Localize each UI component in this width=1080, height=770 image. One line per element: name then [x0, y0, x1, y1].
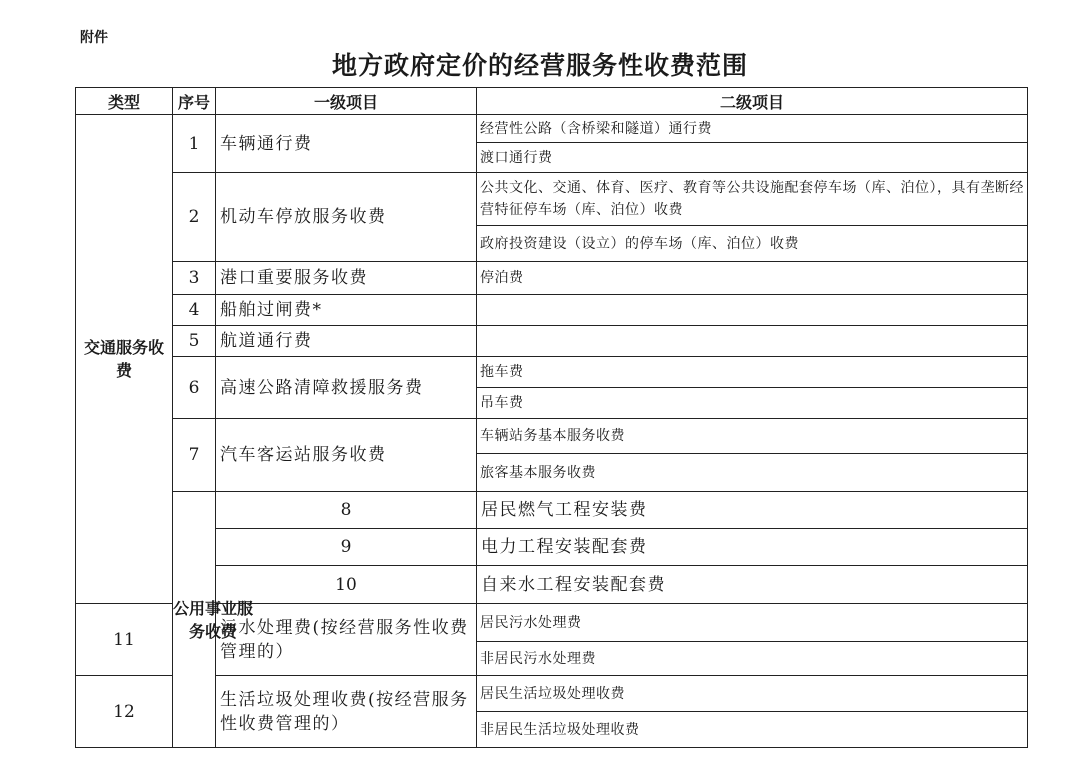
level2-item: 政府投资建设（设立）的停车场（库、泊位）收费 — [477, 226, 1028, 262]
level2-item: 公共文化、交通、体育、医疗、教育等公共设施配套停车场（库、泊位），具有垄断经营特征停车场（库、泊位）收费 — [477, 173, 1028, 226]
row-number: 1 — [173, 115, 216, 173]
level1-item: 船舶过闸费* — [216, 295, 477, 326]
level1-item: 居民燃气工程安装费 — [477, 492, 1028, 529]
table-row — [76, 295, 1028, 326]
level1-item: 机动车停放服务收费 — [216, 173, 477, 262]
table-row — [76, 676, 1028, 712]
row-number: 7 — [173, 419, 216, 492]
table-row — [76, 326, 1028, 357]
level2-item: 非居民生活垃圾处理收费 — [477, 712, 1028, 748]
row-number: 12 — [76, 676, 173, 748]
table-row — [76, 357, 1028, 388]
level2-item: 居民污水处理费 — [477, 604, 1028, 642]
level1-item: 航道通行费 — [216, 326, 477, 357]
row-number: 11 — [76, 604, 173, 676]
level2-item: 停泊费 — [477, 262, 1028, 295]
table-row — [76, 419, 1028, 454]
level2-item — [477, 295, 1028, 326]
level2-item: 拖车费 — [477, 357, 1028, 388]
level1-item: 车辆通行费 — [216, 115, 477, 173]
level2-item: 非居民污水处理费 — [477, 642, 1028, 676]
row-number: 4 — [173, 295, 216, 326]
table-row — [76, 529, 1028, 566]
level1-item: 汽车客运站服务收费 — [216, 419, 477, 492]
row-number: 10 — [216, 566, 477, 604]
header-level2: 二级项目 — [477, 88, 1028, 115]
row-number: 3 — [173, 262, 216, 295]
row-number: 5 — [173, 326, 216, 357]
level2-item: 渡口通行费 — [477, 143, 1028, 173]
attachment-label: 附件 — [80, 30, 108, 46]
level2-item: 车辆站务基本服务收费 — [477, 419, 1028, 454]
header-index: 序号 — [173, 88, 216, 115]
document-title: 地方政府定价的经营服务性收费范围 — [331, 51, 748, 80]
row-number: 9 — [216, 529, 477, 566]
category-transport: 交通服务收费 — [76, 115, 173, 604]
level1-item: 高速公路清障救援服务费 — [216, 357, 477, 419]
level2-item: 旅客基本服务收费 — [477, 454, 1028, 492]
table-row — [76, 115, 1028, 143]
header-type: 类型 — [76, 88, 173, 115]
header-level1: 一级项目 — [216, 88, 477, 115]
table-row — [76, 492, 1028, 529]
table-row — [76, 173, 1028, 226]
row-number: 2 — [173, 173, 216, 262]
level2-item: 吊车费 — [477, 388, 1028, 419]
table-row — [76, 262, 1028, 295]
level1-item: 港口重要服务收费 — [216, 262, 477, 295]
category-utilities: 公用事业服务收费 — [173, 492, 216, 748]
level2-item: 居民生活垃圾处理收费 — [477, 676, 1028, 712]
level1-item: 自来水工程安装配套费 — [477, 566, 1028, 604]
row-number: 8 — [216, 492, 477, 529]
level1-item: 生活垃圾处理收费(按经营服务性收费管理的） — [216, 676, 477, 748]
level2-item: 经营性公路（含桥梁和隧道）通行费 — [477, 115, 1028, 143]
level2-item — [477, 326, 1028, 357]
level1-item: 电力工程安装配套费 — [477, 529, 1028, 566]
level1-item: 污水处理费(按经营服务性收费管理的） — [216, 604, 477, 676]
table-header-row — [76, 88, 1028, 115]
row-number: 6 — [173, 357, 216, 419]
fee-scope-table — [75, 87, 1028, 748]
